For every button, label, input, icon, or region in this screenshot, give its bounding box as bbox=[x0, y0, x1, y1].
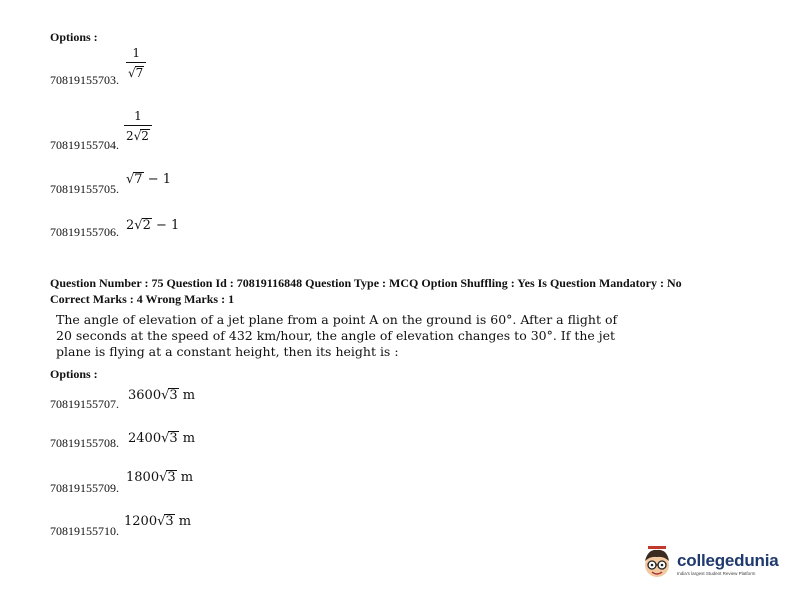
option-id: 70819155703. bbox=[50, 73, 119, 87]
option-expression: 3600√3 m bbox=[128, 388, 196, 403]
option-id: 70819155705. bbox=[50, 182, 119, 196]
option-id: 70819155709. bbox=[50, 481, 119, 495]
options-label: Options : bbox=[50, 367, 98, 381]
mascot-icon bbox=[640, 545, 674, 581]
option-fraction bbox=[126, 46, 146, 80]
brand-name: collegedunia bbox=[677, 550, 779, 570]
fraction-numerator: 1 bbox=[134, 109, 142, 123]
option-id: 70819155707. bbox=[50, 397, 119, 411]
option-expression: 1200√3 m bbox=[124, 514, 192, 529]
options-label: Options : bbox=[50, 30, 98, 44]
option-fraction bbox=[124, 109, 152, 143]
fraction-denominator: 2√2 bbox=[124, 125, 152, 143]
question-text-line: 20 seconds at the speed of 432 km/hour, the angle of elevation changes to 30°. If the jet bbox=[56, 328, 616, 343]
brand-tagline: India's largest Student Review Platform bbox=[677, 570, 756, 576]
option-id: 70819155704. bbox=[50, 138, 119, 152]
question-text-line: plane is flying at a constant height, then its height is : bbox=[56, 344, 399, 359]
option-expression: 1800√3 m bbox=[126, 470, 194, 485]
question-header: Question Number : 75 Question Id : 70819116848 Question Type : MCQ Option Shuffling : Yes Is Question Mandatory : No bbox=[50, 276, 682, 290]
collegedunia-logo bbox=[640, 545, 779, 581]
fraction-numerator: 1 bbox=[132, 46, 140, 60]
fraction-denominator: √7 bbox=[126, 62, 146, 80]
option-expression: 2√2 − 1 bbox=[126, 218, 180, 233]
question-marks: Correct Marks : 4 Wrong Marks : 1 bbox=[50, 292, 235, 306]
option-expression: √7 − 1 bbox=[126, 172, 172, 187]
option-id: 70819155708. bbox=[50, 436, 119, 450]
option-expression: 2400√3 m bbox=[128, 431, 196, 446]
option-id: 70819155706. bbox=[50, 225, 119, 239]
question-text-line: The angle of elevation of a jet plane from a point A on the ground is 60°. After a flight of bbox=[56, 312, 618, 327]
option-id: 70819155710. bbox=[50, 524, 119, 538]
